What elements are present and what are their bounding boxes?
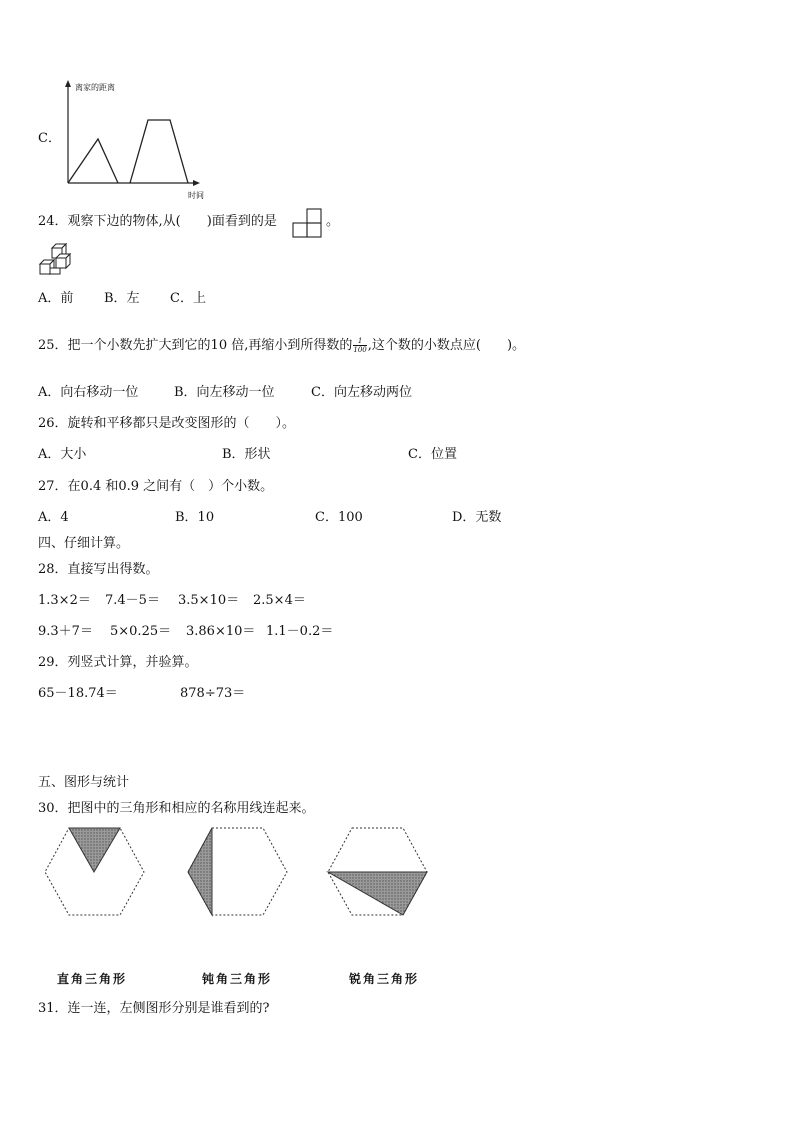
q25-option-c: C．向左移动两位 [311, 385, 412, 400]
q24-stem: 24．观察下边的物体,从( )面看到的是 [38, 214, 277, 229]
q24-option-b: B．左 [104, 291, 140, 306]
q25-stem: 25．把一个小数先扩大到它的10 倍,再缩小到所得数的 $\frac{1}{100}$ ,这个数的小数点应( )。 [38, 337, 526, 354]
q27-option-a: A．4 [38, 510, 69, 525]
q28-r2-3: 3.86×10＝ [186, 624, 256, 639]
q24-stem-end: 。 [326, 214, 340, 229]
q30-hexagon-obtuse-triangle [185, 826, 290, 918]
q27-option-d: D．无数 [452, 510, 502, 525]
q29-item-2: 878÷73＝ [180, 686, 246, 701]
q23-y-axis-label: 离家的距离 [75, 83, 115, 92]
q30-name-obtuse: 钝角三角形 [202, 972, 273, 986]
q30-name-right: 直角三角形 [57, 972, 128, 986]
q28-r2-1: 9.3＋7＝ [38, 624, 93, 639]
q24-option-a: A．前 [38, 291, 74, 306]
q24-view-figure [291, 208, 323, 240]
q23-x-axis-label: 时间 [188, 191, 204, 200]
q27-option-c: C．100 [315, 510, 363, 525]
q26-option-b: B．形状 [222, 447, 271, 462]
q23-option-c-label: C． [38, 131, 61, 146]
q25-option-a: A．向右移动一位 [38, 385, 139, 400]
q27-option-b: B．10 [175, 510, 215, 525]
section4-title: 四、仔细计算。 [38, 536, 130, 551]
q28-stem: 28．直接写出得数。 [38, 562, 159, 577]
q28-r2-4: 1.1－0.2＝ [266, 624, 334, 639]
q27-stem: 27．在0.4 和0.9 之间有（ ）个小数。 [38, 479, 274, 494]
q28-r1-3: 3.5×10＝ [178, 593, 240, 608]
q30-name-acute: 锐角三角形 [349, 972, 420, 986]
q24-cube-object [38, 244, 74, 280]
q24-option-c: C．上 [170, 291, 206, 306]
q28-r2-2: 5×0.25＝ [110, 624, 172, 639]
section5-title: 五、图形与统计 [38, 775, 130, 790]
q25-option-b: B．向左移动一位 [174, 385, 275, 400]
q26-stem: 26．旋转和平移都只是改变图形的（ ）。 [38, 416, 296, 431]
q31-stem: 31．连一连，左侧图形分别是谁看到的? [38, 1001, 270, 1016]
q28-r1-2: 7.4－5＝ [105, 593, 160, 608]
q28-r1-1: 1.3×2＝ [38, 593, 91, 608]
q30-hexagon-acute-triangle [325, 826, 430, 918]
q23-distance-time-graph [60, 78, 210, 203]
q30-hexagon-right-triangle [42, 826, 147, 918]
q28-r1-4: 2.5×4＝ [253, 593, 306, 608]
q29-stem: 29．列竖式计算，并验算。 [38, 655, 198, 670]
q26-option-a: A．大小 [38, 447, 87, 462]
q25-fraction: $\frac{1}{100}$ [353, 337, 367, 354]
q26-option-c: C．位置 [408, 447, 457, 462]
q30-stem: 30．把图中的三角形和相应的名称用线连起来。 [38, 801, 315, 816]
q29-item-1: 65－18.74＝ [38, 686, 118, 701]
